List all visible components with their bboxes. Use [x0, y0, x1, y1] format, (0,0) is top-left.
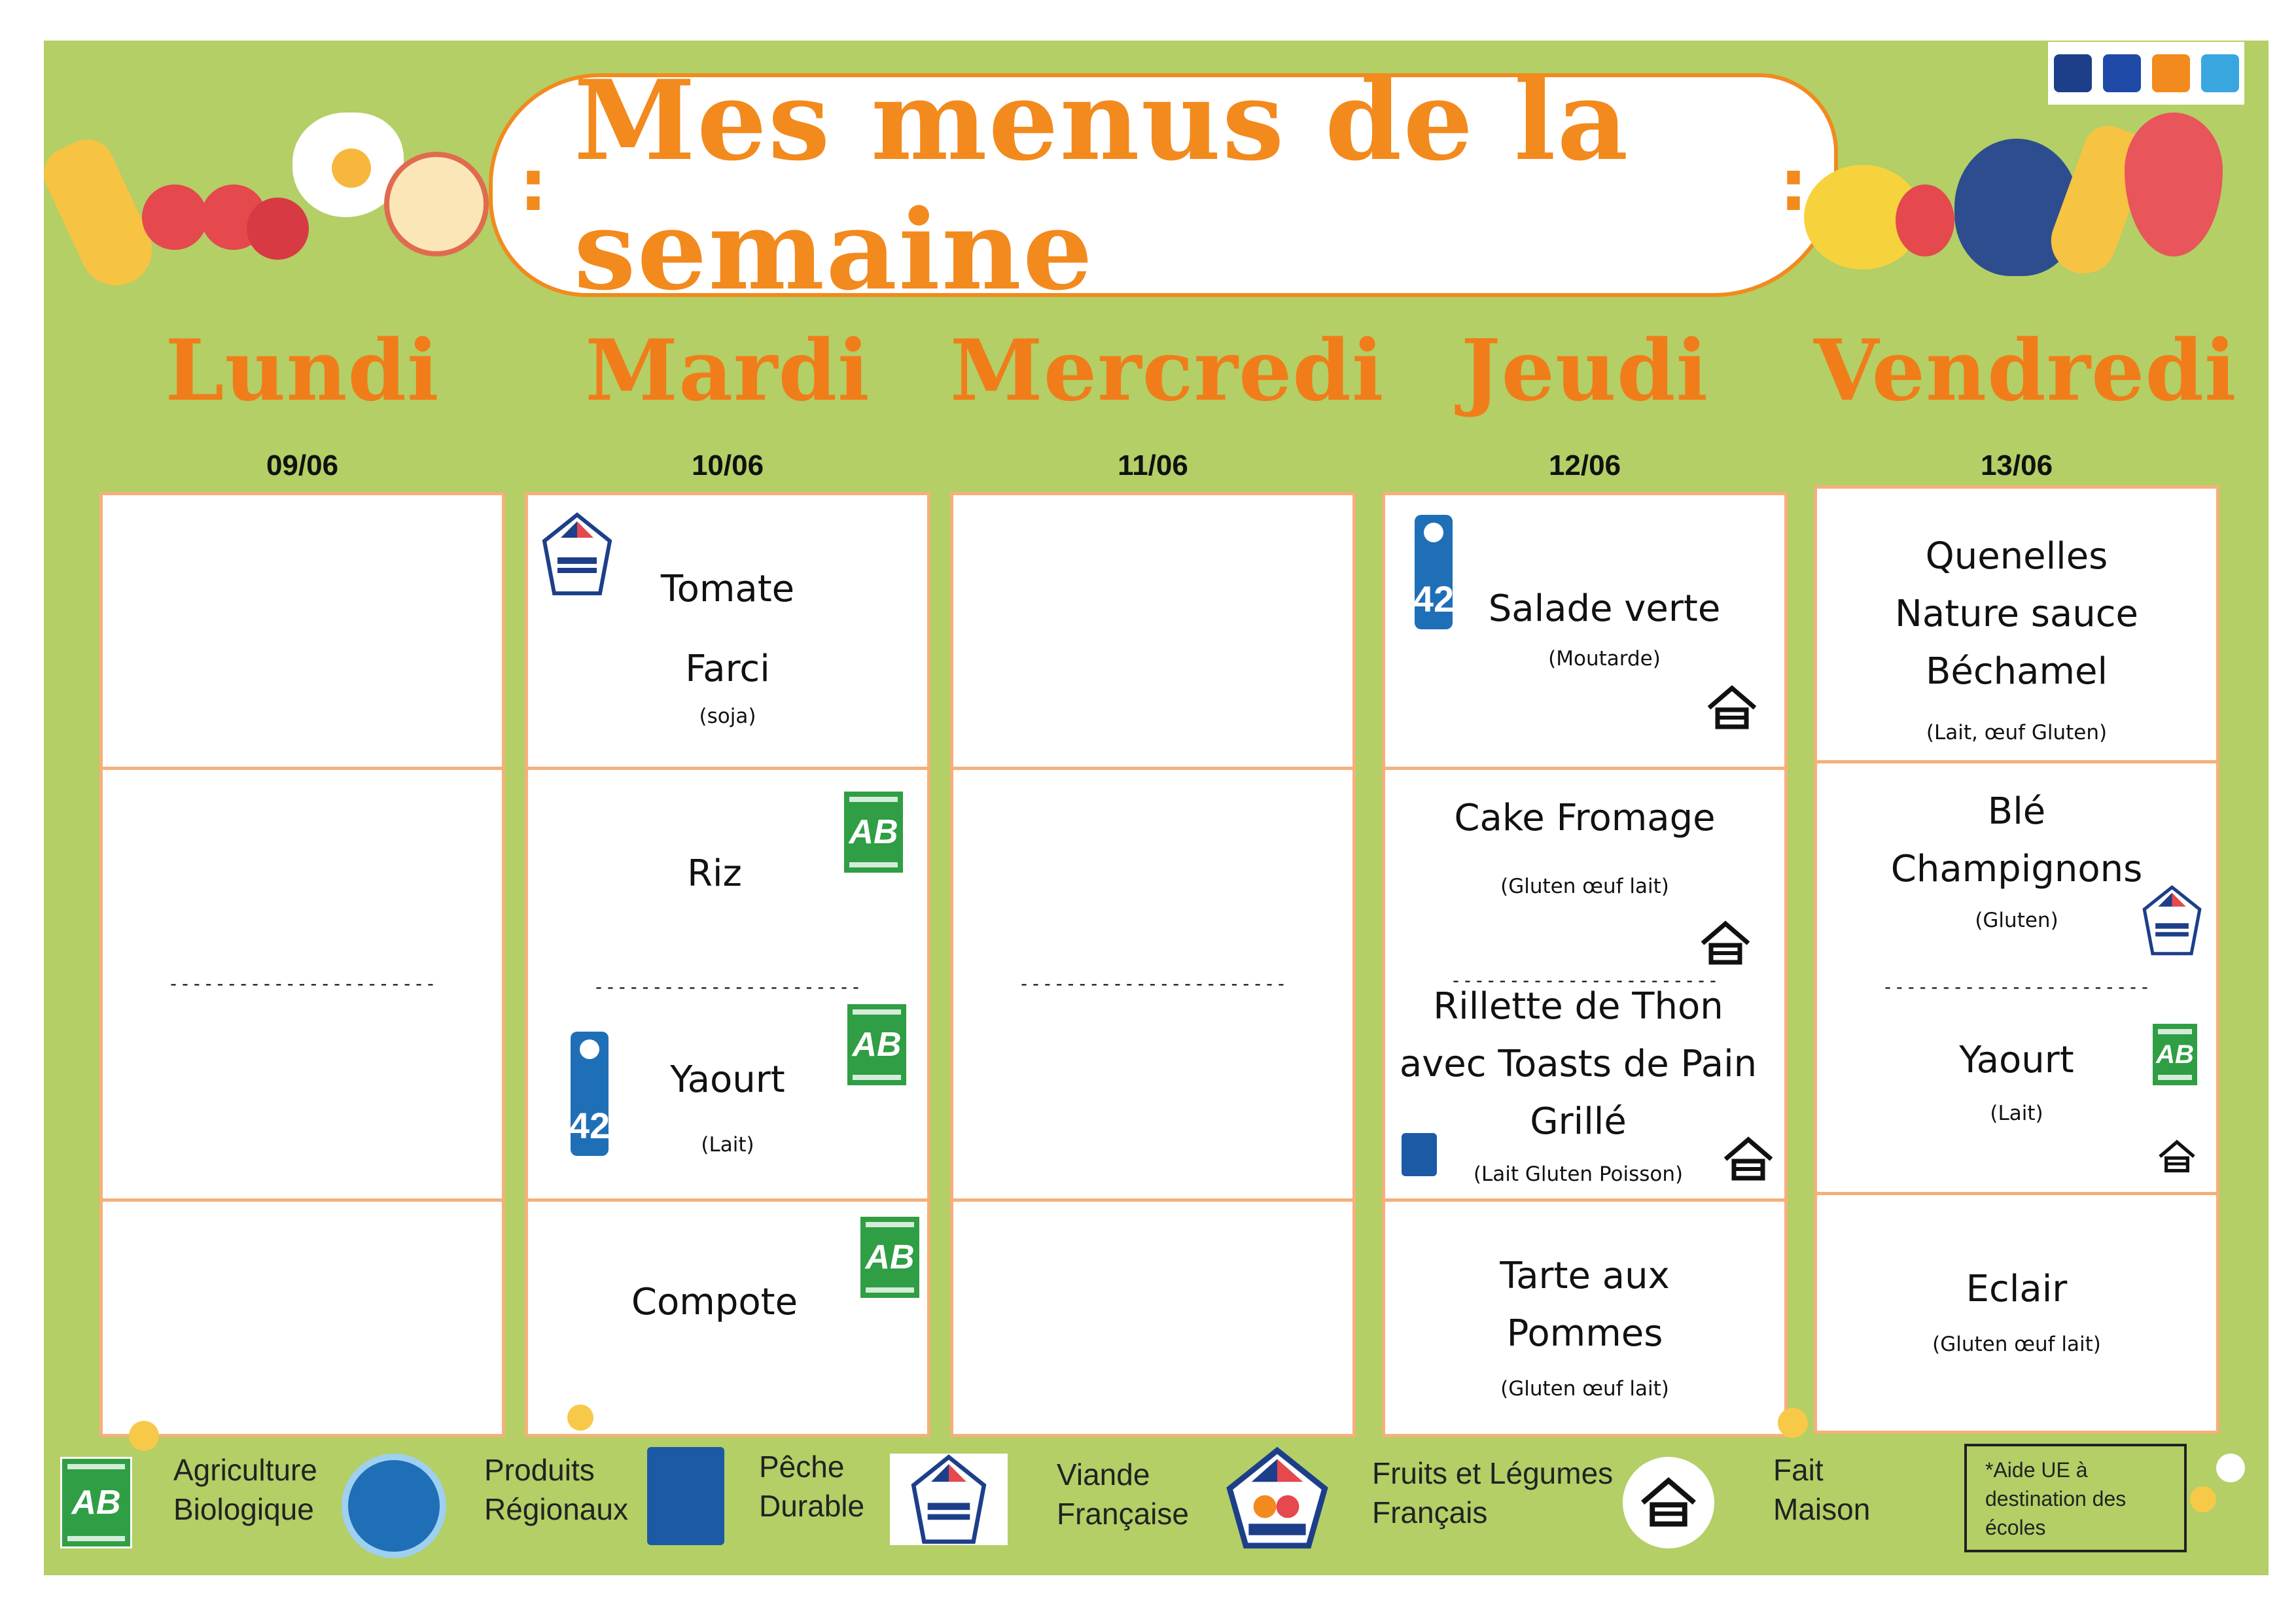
legend-viande-line2: Française	[1057, 1497, 1189, 1531]
ab-bio-icon: AB	[2151, 1022, 2199, 1087]
region-du-gout-icon	[342, 1454, 446, 1558]
apple-icon	[384, 152, 489, 256]
aide-ue-line3: écoles	[1985, 1516, 2046, 1539]
page-title: Mes menus de la semaine	[574, 56, 1630, 315]
republique-francaise-logo	[2054, 54, 2092, 92]
separator: -----------------------	[1450, 969, 1720, 991]
menu-cell-dessert	[953, 1202, 1352, 1437]
day-date-mardi: 10/06	[691, 449, 764, 481]
cherry-icon	[142, 184, 207, 250]
day-column-jeudi	[1382, 492, 1788, 1437]
dish-name: Grillé	[1530, 1100, 1627, 1143]
day-name-lundi: Lundi	[165, 322, 440, 420]
dish-name: Blé	[1987, 790, 2046, 833]
menu-cell-entree	[103, 495, 502, 770]
allergen-note: (Gluten œuf lait)	[1932, 1333, 2101, 1356]
dish-name: Farci	[685, 648, 770, 690]
menu-cell-dessert	[1385, 1202, 1784, 1437]
day-date-jeudi: 12/06	[1548, 449, 1621, 481]
region-42-icon: 42	[1415, 515, 1453, 629]
house-icon	[1722, 1136, 1775, 1182]
legend-viande-line1: Viande	[1057, 1457, 1150, 1492]
flower-icon	[168, 1408, 193, 1433]
ab-bio-icon: AB	[842, 790, 905, 875]
lait-ecole-logo	[2201, 54, 2239, 92]
legend-maison-line2: Maison	[1773, 1492, 1871, 1526]
aide-ue-line2: destination des	[1985, 1487, 2127, 1510]
day-date-lundi: 09/06	[266, 449, 339, 481]
msc-icon	[647, 1447, 724, 1545]
dish-name: Tarte aux	[1500, 1255, 1670, 1297]
day-column-lundi	[99, 492, 505, 1437]
house-icon	[2157, 1140, 2197, 1174]
legend-fruits	[1372, 1454, 1613, 1532]
menu-cell-dessert	[528, 1202, 927, 1437]
flower-icon	[567, 1405, 593, 1431]
legend-regional	[484, 1450, 628, 1529]
viandes-de-france-icon	[890, 1454, 1008, 1545]
separator: -----------------------	[168, 973, 437, 994]
house-icon	[1699, 920, 1752, 966]
day-date-mercredi: 11/06	[1118, 449, 1188, 481]
allergen-note: (Gluten)	[1975, 909, 2058, 932]
allergen-note: (soja)	[699, 705, 756, 728]
day-name-jeudi: Jeudi	[1460, 322, 1709, 420]
legend-peche	[759, 1447, 864, 1526]
dish-name: Pommes	[1506, 1312, 1663, 1355]
menu-cell-entree	[528, 495, 927, 770]
allergen-note: (Lait)	[701, 1133, 754, 1157]
legend-fruits-line1: Fruits et Légumes	[1372, 1456, 1614, 1490]
dish-name: Yaourt	[670, 1058, 785, 1101]
day-column-mercredi	[950, 492, 1356, 1437]
strawberry-icon	[1896, 184, 1954, 256]
day-name-mardi: Mardi	[585, 322, 870, 420]
title-deco-right: ꞉	[1779, 143, 1808, 227]
house-icon	[1706, 685, 1758, 731]
dish-name: Rillette de Thon	[1433, 985, 1723, 1028]
dish-name: Quenelles	[1925, 535, 2108, 578]
menu-cell-plat	[953, 770, 1352, 1202]
menu-cell-entree	[1385, 495, 1784, 770]
dish-name: avec Toasts de Pain	[1399, 1043, 1757, 1085]
menu-cell-dessert	[1817, 1195, 2216, 1431]
legend-maison	[1773, 1450, 1870, 1529]
legend-peche-line2: Durable	[759, 1489, 865, 1523]
flower-icon	[2216, 1454, 2245, 1482]
menu-cell-plat	[1817, 763, 2216, 1195]
flower-icon	[1778, 1408, 1808, 1438]
dish-name: Béchamel	[1925, 650, 2108, 693]
fruits-legumes-ecole-logo	[2152, 54, 2190, 92]
day-date-vendredi: 13/06	[1980, 449, 2053, 481]
europe-logo	[2103, 54, 2141, 92]
dish-name: Compote	[631, 1281, 798, 1323]
menu-cell-plat	[1385, 770, 1784, 1202]
title-deco-left: ꞉	[519, 143, 548, 227]
legend-peche-line1: Pêche	[759, 1450, 845, 1484]
region-42-icon: 42	[571, 1032, 609, 1156]
dish-name: Cake Fromage	[1454, 797, 1716, 839]
dish-name: Yaourt	[1959, 1039, 2074, 1081]
flower-icon	[129, 1421, 159, 1451]
menu-cell-plat	[103, 770, 502, 1202]
egg-yolk-icon	[332, 148, 371, 188]
menu-cell-entree	[953, 495, 1352, 770]
allergen-note: (Lait)	[1990, 1102, 2043, 1125]
legend-regional-line2: Régionaux	[484, 1492, 628, 1526]
day-name-vendredi: Vendredi	[1814, 322, 2237, 420]
allergen-note: (Moutarde)	[1548, 647, 1661, 671]
house-icon	[1623, 1457, 1714, 1548]
cherry-icon	[247, 198, 309, 260]
allergen-note: (Lait Gluten Poisson)	[1473, 1162, 1684, 1186]
ab-bio-icon: AB	[858, 1215, 921, 1300]
legend-maison-line1: Fait	[1773, 1453, 1824, 1487]
legend-regional-line1: Produits	[484, 1453, 595, 1487]
legend-bio-line1: Agriculture	[173, 1453, 317, 1487]
day-column-mardi	[525, 492, 930, 1437]
aide-ue-note	[1964, 1444, 2187, 1552]
allergen-note: (Lait, œuf Gluten)	[1926, 721, 2108, 744]
allergen-note: (Gluten œuf lait)	[1500, 875, 1669, 898]
menu-cell-plat	[528, 770, 927, 1202]
day-column-vendredi	[1814, 485, 2219, 1434]
menu-cell-entree	[1817, 489, 2216, 763]
legend-fruits-line2: Français	[1372, 1495, 1488, 1529]
aide-ue-line1: *Aide UE à	[1985, 1458, 2088, 1482]
title-banner	[489, 56, 1838, 315]
legend-viande	[1057, 1455, 1189, 1533]
ab-bio-icon: AB	[60, 1457, 132, 1548]
dish-name: Riz	[687, 852, 742, 895]
separator: -----------------------	[1018, 973, 1288, 994]
dish-name: Salade verte	[1488, 587, 1721, 630]
dish-name: Nature sauce	[1895, 593, 2138, 635]
separator: -----------------------	[1882, 976, 2151, 998]
partner-logos	[2048, 42, 2244, 105]
dish-name: Champignons	[1890, 848, 2143, 890]
legend-bio-line2: Biologique	[173, 1492, 314, 1526]
ab-bio-icon: AB	[845, 1002, 908, 1087]
legend-bio	[173, 1450, 317, 1529]
dish-name: Tomate	[660, 568, 795, 610]
viandes-de-france-icon	[2141, 884, 2203, 956]
day-name-mercredi: Mercredi	[950, 322, 1385, 420]
menu-board	[44, 41, 2269, 1575]
flower-icon	[2190, 1486, 2216, 1512]
fruits-legumes-de-france-icon	[1222, 1446, 1333, 1550]
dish-name: Eclair	[1966, 1268, 2068, 1310]
menu-cell-dessert	[103, 1202, 502, 1437]
strawberry-icon	[2125, 113, 2223, 256]
separator: -----------------------	[593, 976, 862, 998]
allergen-note: (Gluten œuf lait)	[1500, 1377, 1669, 1401]
